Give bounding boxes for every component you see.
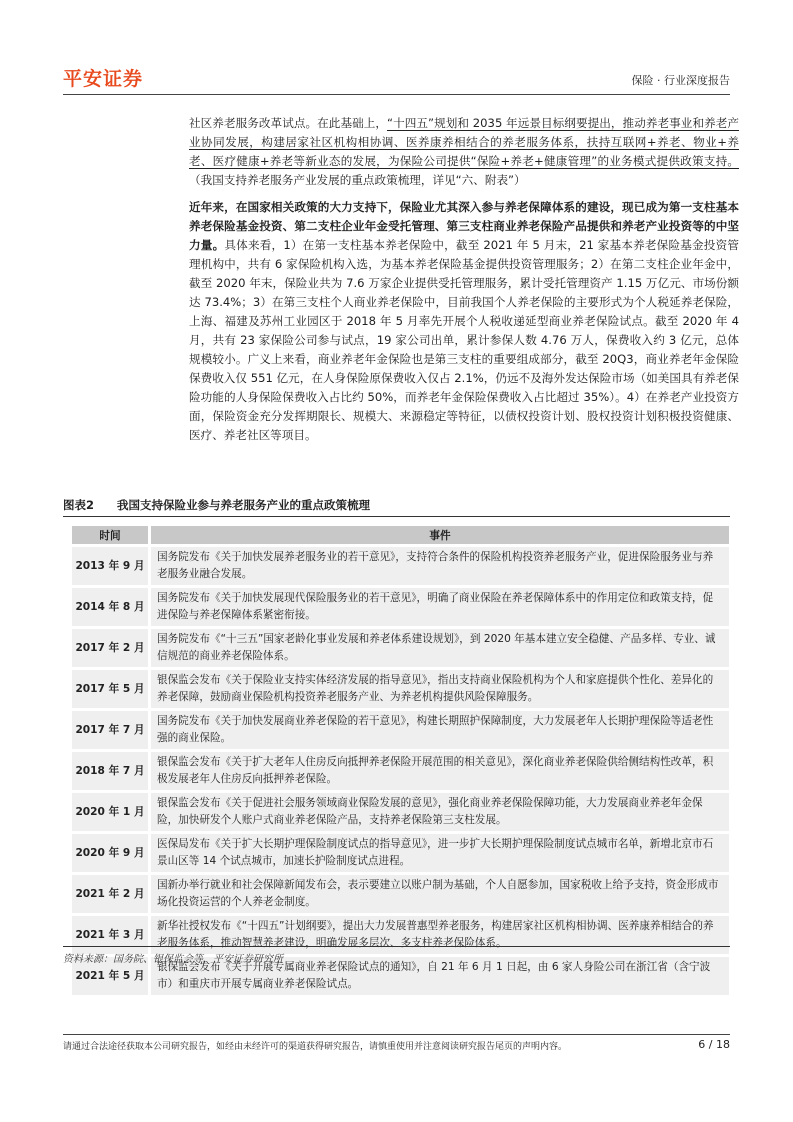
row-event: 银保监会发布《关于扩大老年人住房反向抵押养老保险开展范围的相关意见》，深化商业养老保险供给侧结构性改革，积极发展老年人住房反向抵押养老保险。 [151,752,729,790]
policy-table-header [72,526,729,544]
figure-top-rule [63,516,730,517]
table-row [72,670,729,708]
paragraph-insurance-role-detail: 具体来看，1）在第一支柱基本养老保险中，截至 2021 年 5 月末，21 家基本养老保险基金投资管理机构中，共有 6 家保险机构入选，为基本养老保险基金提供投资管理服务；2）在第二支柱企业年金中，截至 2020 年末，保险业共为 7.6 万家企业提供受托管理服务，累计受托管理资产 1.15 万亿元、市场份额达 73.4%；3）在第三支柱个人商业养老保险中，目前我国个人养老保险的主要形式为个人税延养老保险，上海、福建及苏州工业园区于 2018 年 5 月率先开展个人税收递延型商业养老保险试点。截至 2020 年 4 月，共有 23 家保险公司参与试点，19 家公司出单，累计参保人数 4.76 万人，保费收入约 3 亿元，总体规模较小。广义上来看，商业养老年金保险也是第三支柱的重要组成部分，截至 20Q3，商业养老年金保险保费收入仅 551 亿元，在人身保险原保费收入仅占 2.1%，仍远不及海外发达保险市场（如美国具有养老保险功能的人身保险保费收入占比约 50%，而养老年金保险保费收入占比超过 35%）。4）在养老产业投资方面，保险资金充分发挥期限长、规模大、来源稳定等特征，以债权投资计划、股权投资计划积极投资健康、医疗、养老社区等项目。 [189,238,739,442]
table-row [72,588,729,626]
row-time: 2020 年 9 月 [72,834,148,872]
table-row [72,752,729,790]
row-time: 2013 年 9 月 [72,547,148,585]
paragraph-policy [189,114,739,190]
row-event: 国务院发布《关于加快发展现代保险服务业的若干意见》，明确了商业保险在养老保障体系中的作用定位和政策支持，促进保险与养老保障体系紧密衔接。 [151,588,729,626]
report-body [189,114,739,453]
figure-source: 资料来源：国务院、银保监会等，平安证券研究所 [63,954,283,965]
figure-bottom-rule [63,946,730,947]
row-time: 2020 年 1 月 [72,793,148,831]
table-row [72,629,729,667]
page-number: 6 / 18 [698,1038,730,1051]
row-event: 国务院发布《“十三五”国家老龄化事业发展和养老体系建设规划》，到 2020 年基本建立安全稳健、产品多样、专业、诚信规范的商业养老保险体系。 [151,629,729,667]
row-event: 医保局发布《关于扩大长期护理保险制度试点的指导意见》，进一步扩大长期护理保险制度试点城市名单，新增北京市石景山区等 14 个试点城市，加速长护险制度试点进程。 [151,834,729,872]
row-time: 2017 年 2 月 [72,629,148,667]
row-time: 2021 年 5 月 [72,957,148,995]
footer-divider [63,1034,730,1035]
figure-number: 图表2 [63,498,95,512]
row-event: 国务院发布《关于加快发展养老服务业的若干意见》，支持符合条件的保险机构投资养老服务产业，促进保险服务业与养老服务业融合发展。 [151,547,729,585]
table-row [72,547,729,585]
header-divider [63,94,730,95]
policy-table [72,523,729,998]
row-event: 银保监会发布《关于开展专属商业养老保险试点的通知》，自 21 年 6 月 1 日起，由 6 家人身险公司在浙江省（含宁波市）和重庆市开展专属商业养老保险试点。 [151,957,729,995]
table-row [72,875,729,913]
row-time: 2017 年 5 月 [72,670,148,708]
row-time: 2017 年 7 月 [72,711,148,749]
paragraph-policy-lead: 社区养老服务改革试点。在此基础上， [189,116,388,130]
column-header-event: 事件 [151,526,729,544]
row-event: 银保监会发布《关于保险业支持实体经济发展的指导意见》，指出支持商业保险机构为个人和家庭提供个性化、差异化的养老保障，鼓励商业保险机构投资养老服务产业、为养老机构提供风险保障服务。 [151,670,729,708]
figure-title-text: 我国支持保险业参与养老服务产业的重点政策梳理 [117,498,370,512]
paragraph-policy-note: （我国支持养老服务产业发展的重点政策梳理，详见“六、附表”） [189,173,526,187]
row-time: 2021 年 2 月 [72,875,148,913]
paragraph-insurance-role [189,198,739,445]
footer-disclaimer: 请通过合法途径获取本公司研究报告，如经由未经许可的渠道获得研究报告，请慎重使用并注意阅读研究报告尾页的声明内容。 [63,1042,568,1052]
figure-title [63,497,370,513]
brand-logo: 平安证券 [63,68,144,90]
table-row [72,711,729,749]
row-time: 2014 年 8 月 [72,588,148,626]
row-event: 新华社授权发布《“十四五”计划纲要》，提出大力发展普惠型养老服务，构建居家社区机构相协调、医养康养相结合的养老服务体系，推动智慧养老建设，明确发展多层次、多支柱养老保险体系。 [151,916,729,954]
row-event: 国务院发布《关于加快发展商业养老保险的若干意见》，构建长期照护保障制度，大力发展老年人长期护理保险等适老性强的商业保险。 [151,711,729,749]
column-header-time: 时间 [72,526,148,544]
table-row [72,793,729,831]
row-time: 2018 年 7 月 [72,752,148,790]
row-event: 国新办举行就业和社会保障新闻发布会，表示要建立以账户制为基础，个人自愿参加，国家税收上给予支持，资金形成市场化投资运营的个人养老金制度。 [151,875,729,913]
row-time: 2021 年 3 月 [72,916,148,954]
table-row [72,834,729,872]
paragraph-insurance-role-bold: 近年来，在国家相关政策的大力支持下，保险业尤其深入参与养老保障体系的建设，现已成为第一支柱基本养老保险基金投资、第二支柱企业年金受托管理、第三支柱商业养老保险产品提供和养老产业投资等的中坚力量。 [189,200,739,252]
report-category: 保险 · 行业深度报告 [631,74,730,87]
paragraph-policy-underlined: “十四五”规划和 2035 年远景目标纲要提出，推动养老事业和养老产业协同发展，构建居家社区机构相协调、医养康养相结合的养老服务体系，扶持互联网+养老、物业+养老、医疗健康+养老等新业态的发展，为保险公司提供“保险+养老+健康管理”的业务模式提供政策支持。 [189,116,739,168]
row-event: 银保监会发布《关于促进社会服务领域商业保险发展的意见》，强化商业养老保险保障功能，大力发展商业养老年金保险，加快研发个人账户式商业养老保险产品，支持养老保险第三支柱发展。 [151,793,729,831]
table-row [72,916,729,954]
